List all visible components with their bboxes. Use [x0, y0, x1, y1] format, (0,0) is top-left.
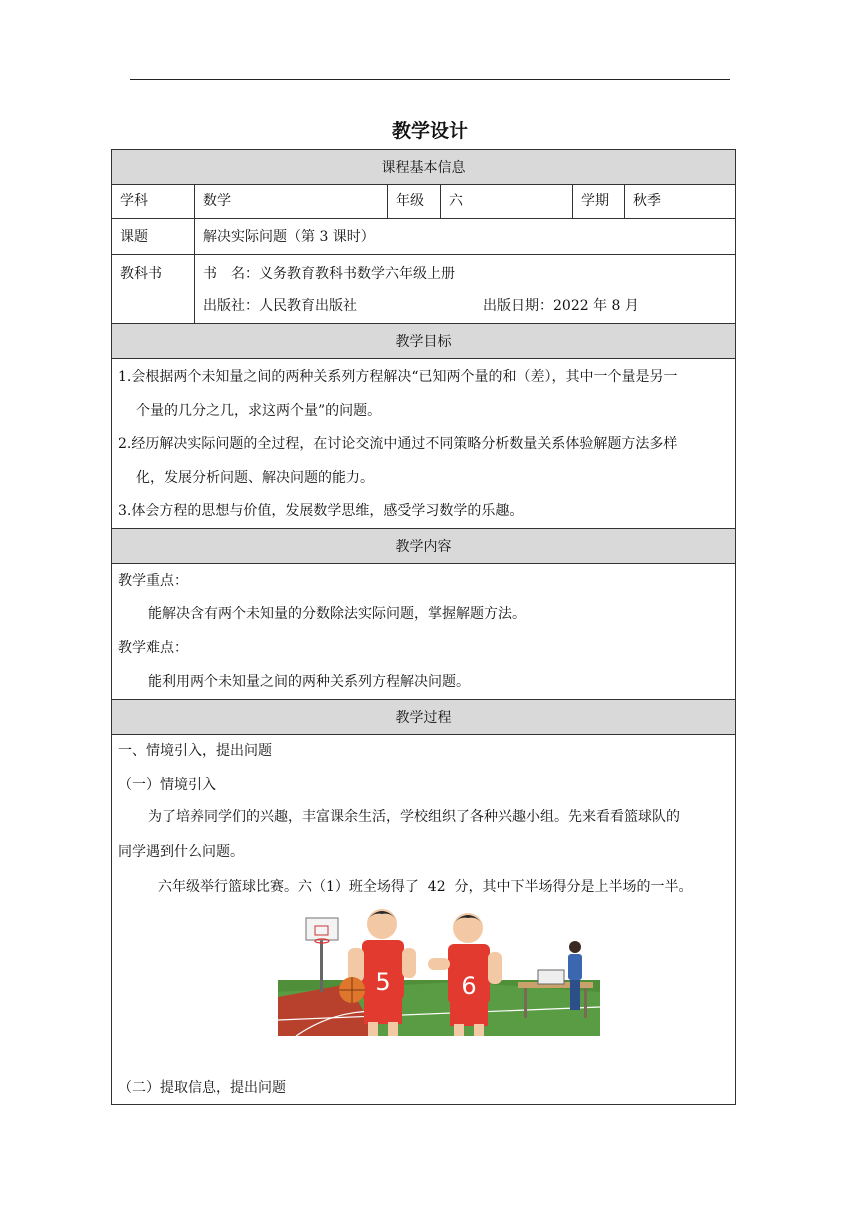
jersey-number-left: 5 — [375, 968, 391, 996]
process-sub-2: （二）提取信息，提出问题 — [118, 1080, 286, 1096]
process-paragraph-line-1: 为了培养同学们的兴趣，丰富课余生活，学校组织了各种兴趣小组。先来看看篮球队的 — [148, 809, 680, 825]
grade-label: 年级 — [396, 193, 424, 209]
process-sub-1: （一）情境引入 — [118, 777, 216, 793]
pub-date: 出版日期：2022 年 8 月 — [483, 298, 639, 314]
topic-value: 解决实际问题（第 3 课时） — [203, 229, 375, 245]
difficult-point-label: 教学难点： — [118, 640, 188, 656]
header-rule — [130, 79, 730, 80]
textbook-label: 教科书 — [120, 266, 162, 282]
publisher: 出版社：人民教育出版社 — [203, 298, 357, 314]
score-board — [538, 970, 564, 984]
col-divider — [387, 184, 388, 219]
process-paragraph-line-2: 同学遇到什么问题。 — [118, 844, 244, 860]
objective-1-line-1: 1.会根据两个未知量之间的两种关系列方程解决“已知两个量的和（差），其中一个量是另一 — [118, 369, 678, 385]
referee-head — [569, 941, 581, 953]
difficult-point-text: 能利用两个未知量之间的两种关系列方程解决问题。 — [148, 674, 470, 690]
col-divider — [572, 184, 573, 219]
subject-label: 学科 — [120, 193, 148, 209]
key-point-text: 能解决含有两个未知量的分数除法实际问题，掌握解题方法。 — [148, 606, 526, 622]
objective-3: 3.体会方程的思想与价值，发展数学思维，感受学习数学的乐趣。 — [118, 503, 524, 519]
section-objectives: 教学目标 — [111, 323, 736, 359]
row-divider — [111, 254, 736, 255]
term-value: 秋季 — [633, 193, 661, 209]
subject-value: 数学 — [203, 193, 231, 209]
objective-2-line-1: 2.经历解决实际问题的全过程，在讨论交流中通过不同策略分析数量关系体验解题方法多样 — [118, 436, 678, 452]
topic-label: 课题 — [120, 229, 148, 245]
word-problem: 六年级举行篮球比赛。六（1）班全场得了 42 分，其中下半场得分是上半场的一半。 — [158, 879, 693, 895]
book-name: 书 名：义务教育教科书数学六年级上册 — [203, 266, 455, 282]
process-step-1: 一、情境引入，提出问题 — [118, 743, 272, 759]
referee-body — [568, 954, 582, 980]
col-divider — [624, 184, 625, 219]
row-divider — [111, 218, 736, 219]
key-point-label: 教学重点： — [118, 573, 188, 589]
term-label: 学期 — [581, 193, 609, 209]
page-title: 教学设计 — [391, 120, 468, 142]
objective-1-line-2: 个量的几分之几，求这两个量”的问题。 — [136, 403, 382, 419]
backboard — [306, 918, 338, 940]
col-divider — [440, 184, 441, 219]
section-basic-info: 课程基本信息 — [111, 149, 736, 185]
hoop-pole — [320, 932, 323, 992]
grade-value: 六 — [449, 193, 463, 209]
section-process: 教学过程 — [111, 699, 736, 735]
objective-2-line-2: 化，发展分析问题、解决问题的能力。 — [136, 470, 374, 486]
jersey-number-right: 6 — [461, 972, 477, 1000]
basketball-illustration — [278, 902, 600, 1036]
section-content: 教学内容 — [111, 528, 736, 564]
